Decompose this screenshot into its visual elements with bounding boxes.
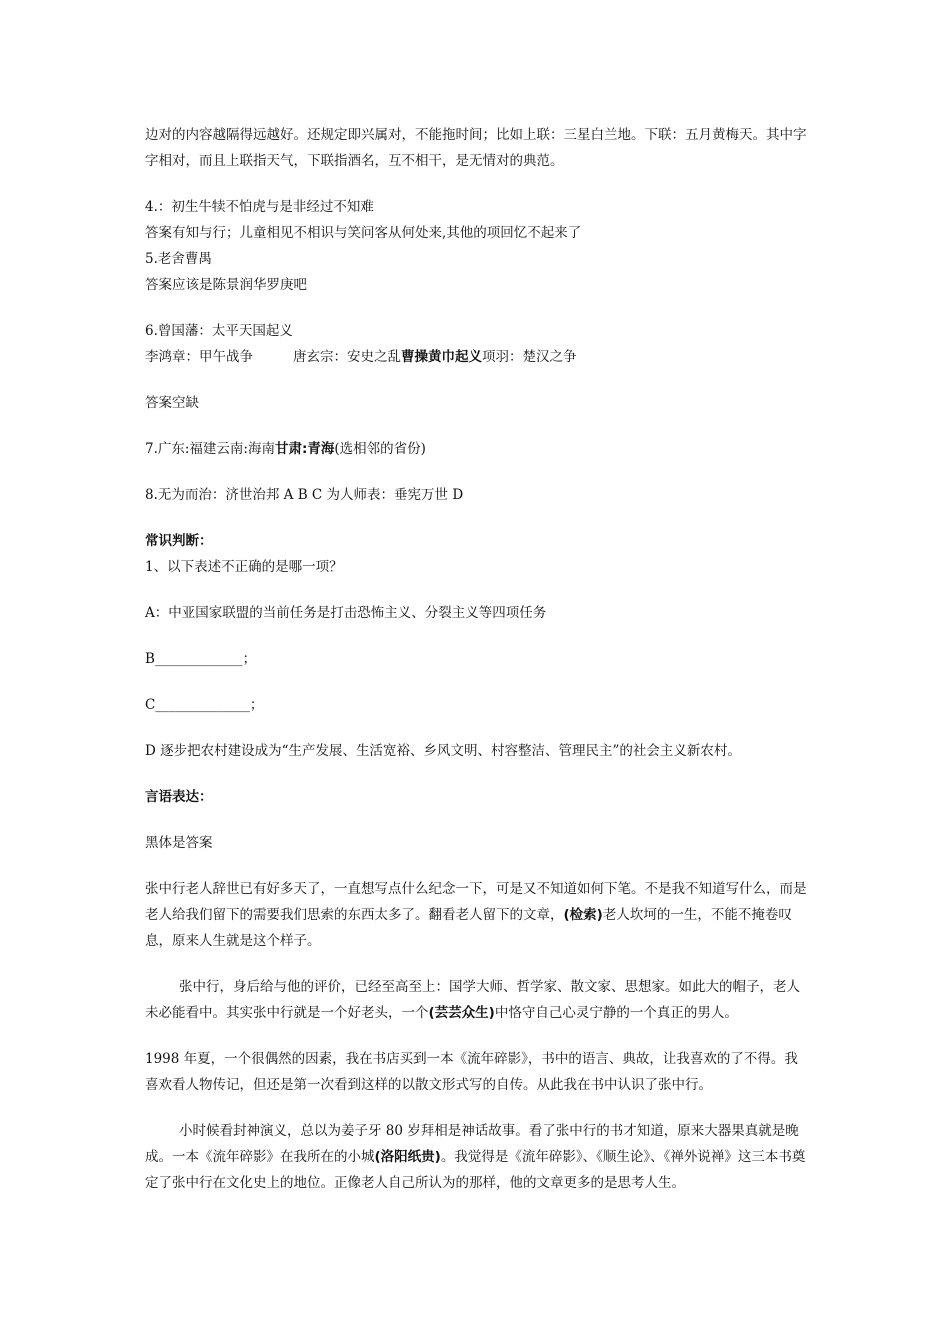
q6-bold-answer: 曹操黄巾起义 bbox=[401, 349, 482, 365]
question-5-answer: 答案应该是陈景润华罗庚吧 bbox=[145, 277, 307, 293]
q6-xiang-yu: 项羽：楚汉之争 bbox=[482, 349, 577, 365]
question-4-title: 4.：初生牛犊不怕虎与是非经过不知难 bbox=[145, 199, 374, 215]
document-body bbox=[145, 122, 810, 1196]
p2-text-a: 张中行，身后给与他的评价，已经至高至上：国学大师、哲学家、散文家、思想家。如此大的帽子，老人未必能看中。其实张中行就是一个好老头，一个 bbox=[145, 979, 800, 1021]
p4-text-b: 。我觉得是《流年碎影》、《顺生论》、《禅外说禅》这三本书奠定了张中行在文化史上的地位。正像老人自己所认为的那样，他的文章更多的是思考人生。 bbox=[145, 1149, 806, 1191]
p2-text-b: 中恪守自己心灵宁静的一个真正的男人。 bbox=[494, 1005, 738, 1021]
common-question-1: 1、以下表述不正确的是哪一项？ bbox=[145, 559, 343, 575]
p1-text-a: 张中行老人辞世已有好多天了，一直想写点什么纪念一下，可是又不知道如何下笔。不是我不知道写什么，而是老人给我们留下的需要我们思索的东西太多了。翻看老人留下的文章， bbox=[145, 881, 807, 923]
language-note: 黑体是答案 bbox=[145, 835, 213, 851]
option-a: A：中亚国家联盟的当前任务是打击恐怖主义、分裂主义等四项任务 bbox=[145, 605, 547, 621]
question-6-pairs bbox=[145, 344, 810, 370]
q6-tang-xuanzong: 唐玄宗：安史之乱 bbox=[293, 349, 401, 365]
section-common-knowledge: 常识判断： bbox=[145, 533, 213, 549]
p4-bold-answer: (洛阳纸贵) bbox=[374, 1149, 441, 1165]
question-7 bbox=[145, 436, 810, 462]
essay-paragraph-4 bbox=[145, 1118, 810, 1196]
question-4-answer: 答案有知与行；儿童相见不相识与笑问客从何处来,其他的项回忆不起来了 bbox=[145, 225, 582, 241]
p4-text-a: 小时候看封神演义，总以为姜子牙 80 岁拜相是神话故事。看了张中行的书才知道，原来大器果真就是晚成。一本《流年碎影》在我所在的小城 bbox=[145, 1123, 799, 1165]
paragraph-couplet: 边对的内容越隔得远越好。还规定即兴属对，不能拖时间；比如上联：三星白兰地。下联：五月黄梅天。其中字字相对，而且上联指天气，下联指酒名，互不相干，是无情对的典范。 bbox=[145, 127, 807, 169]
question-6-title: 6.曾国藩：太平天国起义 bbox=[145, 323, 293, 339]
q7-text-a: 7.广东:福建云南:海南 bbox=[145, 441, 275, 457]
question-5-title: 5.老舍曹禺 bbox=[145, 251, 212, 267]
option-c: C______________； bbox=[145, 697, 264, 713]
essay-paragraph-3: 1998 年夏，一个很偶然的因素，我在书店买到一本《流年碎影》，书中的语言、典故，让我喜欢的了不得。我喜欢看人物传记，但还是第一次看到这样的以散文形式写的自传。从此我在书中认识了张中行。 bbox=[145, 1051, 798, 1093]
p1-bold-answer: (检索) bbox=[563, 907, 603, 923]
q6-li-hongzhang: 李鸿章：甲午战争 bbox=[145, 349, 253, 365]
p2-bold-answer: (芸芸众生) bbox=[428, 1005, 495, 1021]
p1-text-b: 老人坎坷的一生，不能不掩卷叹息，原来人生就是这个样子。 bbox=[145, 907, 792, 949]
question-6-answer: 答案空缺 bbox=[145, 395, 199, 411]
question-8: 8.无为而治：济世治邦 A B C 为人师表：垂宪万世 D bbox=[145, 487, 464, 503]
essay-paragraph-1 bbox=[145, 876, 810, 954]
q7-bold-answer: 甘肃:青海 bbox=[274, 441, 335, 457]
essay-paragraph-2 bbox=[145, 974, 810, 1026]
q7-text-b: (选相邻的省份) bbox=[334, 441, 426, 457]
section-language: 言语表达： bbox=[145, 789, 213, 805]
option-d: D 逐步把农村建设成为“生产发展、生活宽裕、乡风文明、村容整洁、管理民主”的社会主义新农村。 bbox=[145, 743, 741, 759]
option-b: B_____________； bbox=[145, 651, 257, 667]
